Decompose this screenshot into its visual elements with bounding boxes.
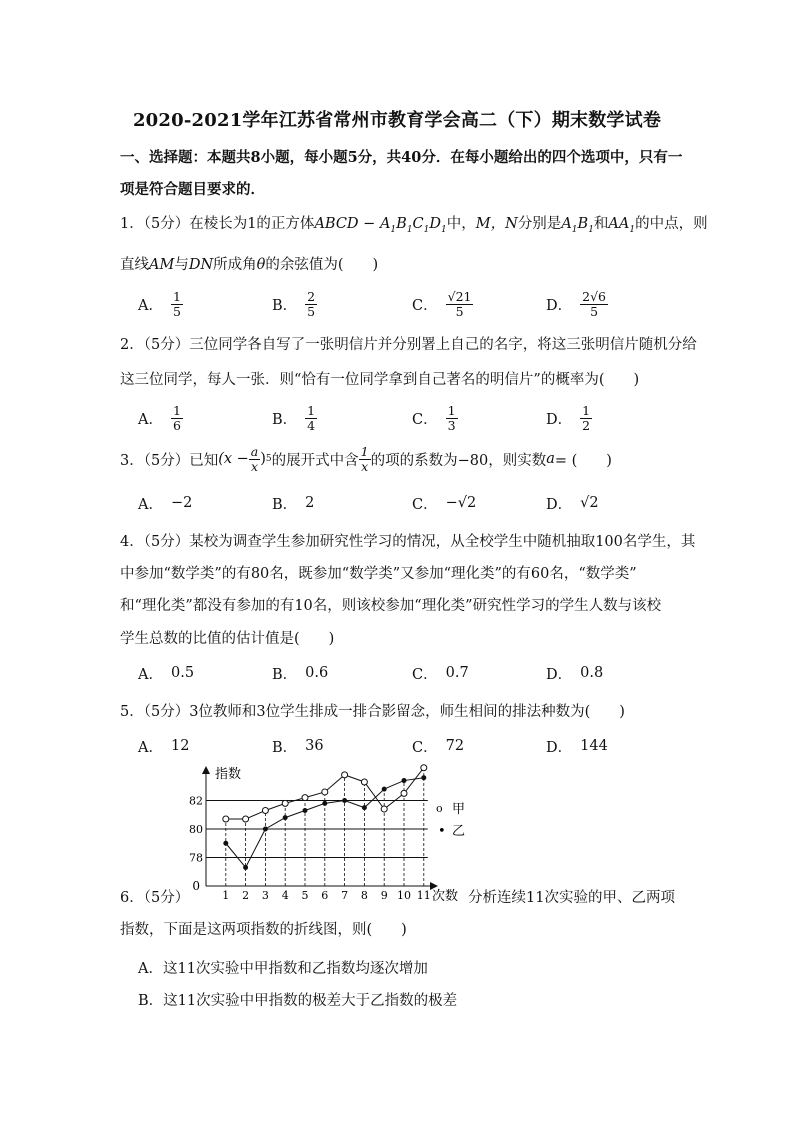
data-point-jia [421,765,427,771]
option-label: D． [546,496,573,513]
data-point-jia [282,800,288,806]
q3-option-b[interactable] [272,483,314,523]
data-point-yi [283,816,287,820]
q1-cube-name: ABCD [314,216,359,232]
option-label: D． [546,297,573,314]
q6-line1-tail: 分析连续11次实验的甲、乙两项 [468,890,675,906]
option-text: 0.5 [170,665,195,681]
option-text: 这11次实验中甲指数的极差大于乙指数的极差 [163,993,458,1009]
option-text: 36 [305,738,324,754]
option-label: C． [412,496,438,513]
q3-expr-close: ) [260,451,266,467]
q1-line1 [120,212,708,235]
data-point-jia [342,772,348,778]
denominator: 4 [307,417,316,433]
x-tick-label: 9 [380,889,388,902]
option-label: A． [138,297,163,314]
data-point-jia [361,779,367,785]
q3-option-c[interactable] [412,483,476,523]
data-point-jia [262,807,268,813]
option-label: C． [412,411,438,428]
data-point-yi [422,776,426,780]
fraction [446,290,474,319]
q1-seg2-aa: AA [608,216,630,232]
q3-options [138,483,698,523]
fraction [580,404,592,433]
option-label: A． [138,411,163,428]
q5-option-d[interactable] [546,726,608,766]
legend-label-jia: 甲 [452,802,466,817]
option-label: D． [546,411,573,428]
x-tick-label: 5 [301,889,309,902]
x-tick-label: 1 [222,889,230,902]
q1-points: M，N [475,216,518,232]
option-label: A． [138,739,163,756]
numerator: 1 [172,402,181,418]
x-tick-label: 6 [321,889,329,902]
q4-line3: 和“理化类”都没有参加的有10名，则该校参加“理化类”研究性学习的学生人数与该校 [120,598,662,614]
data-point-yi [244,865,248,869]
section-heading-line1: 一、选择题：本题共8小题，每小题5分，共40分．在每小题给出的四个选项中，只有一 [120,149,683,166]
q1-seg2: $AA_1$ [608,216,636,235]
q4-option-a[interactable] [138,653,194,693]
q1-option-c[interactable] [412,284,473,324]
data-point-yi [362,806,366,810]
option-text: 0.7 [445,665,469,681]
data-point-jia [243,816,249,822]
option-label: D． [546,739,573,756]
q3-variable-a: a [546,451,555,467]
x-tick-label: 8 [360,889,368,902]
option-label: D． [546,666,573,683]
y-tick-label: 82 [189,794,203,808]
option-label: B． [272,297,298,314]
numerator: 1 [447,402,456,418]
denominator: 5 [172,303,181,319]
q1-l2d: 的余弦值为( ) [265,257,379,273]
q1-seg1-a: A [561,216,572,232]
numerator: 1 [360,443,369,459]
q3-expr-fraction [249,445,260,474]
option-text: −√2 [445,495,477,511]
x-tick-label: 11 [416,889,431,902]
q3-expr-exponent: 5 [265,454,272,464]
q3-line1 [120,441,612,477]
data-point-jia [401,790,407,796]
section-heading-line2: 项是符合题目要求的． [120,181,265,198]
numerator: √21 [447,288,472,304]
q4-option-b[interactable] [272,653,328,693]
q2-option-d[interactable] [546,398,592,438]
data-point-jia [302,795,308,801]
x-axis-label: 次数 [432,889,459,904]
data-point-jia [223,816,229,822]
denominator: x [361,458,369,474]
numerator: 2 [307,288,316,304]
data-point-yi [323,801,327,805]
option-text: 2 [305,495,315,511]
numerator: 1 [307,402,316,418]
q3-text3: 的项的系数为−80，则实数 [370,452,547,469]
option-label: B． [272,739,298,756]
q1-dn: DN [188,257,214,273]
option-text: 0.6 [305,665,329,681]
q4-options [138,653,698,693]
fraction [305,290,317,319]
q4-line2: 中参加“数学类”的有80名，既参加“数学类”又参加“理化类”的有60名，“数学类” [120,566,637,582]
q4-line1: 4．（5分）某校为调查学生参加研究性学习的情况，从全校学生中随机抽取100名学生，其 [120,534,696,550]
q1-l2b: 与 [174,257,189,273]
line-chart [186,760,476,905]
option-text: 144 [580,738,608,754]
q1-text2: 中， [446,216,476,232]
option-label: A． [138,496,163,513]
q6-line2: 指数，下面是这两项指数的折线图，则( ) [120,922,407,938]
option-label: B． [272,496,298,513]
option-text: 这11次实验中甲指数和乙指数均逐次增加 [162,961,428,977]
q6-option-b[interactable] [138,989,457,1010]
data-point-jia [322,789,328,795]
q2-options [138,398,698,438]
y-tick-label: 80 [189,823,203,836]
q4-option-c[interactable] [412,653,469,693]
y-tick-label: 78 [189,851,203,865]
denominator: 5 [590,303,599,319]
fraction [446,404,458,433]
q3-text: 3．（5分）已知 [120,452,219,469]
q3-text4: = ( ) [554,452,612,469]
legend-label-yi: 乙 [452,824,466,839]
denominator: 3 [447,417,456,433]
q3-expr-open: (x − [218,451,249,467]
q1-options [138,284,698,324]
q1-cube-top-a: A [379,216,391,232]
fraction [171,404,183,433]
fraction [305,404,317,433]
x-tick-label: 7 [341,889,349,902]
q1-am: AM [149,257,175,273]
option-text: √2 [580,495,599,511]
origin-label: 0 [192,879,200,893]
numerator: 1 [172,288,181,304]
q3-text2: 的展开式中含 [271,452,359,469]
option-label: A． [138,961,163,977]
q6-prefix: 6．（5分） [120,890,190,906]
option-label: C． [412,297,438,314]
q1-l2c: 所成角 [213,257,257,273]
x-tick-label: 10 [397,889,411,902]
q3-one-over-x [359,445,371,474]
denominator: 5 [455,303,464,319]
q5-option-a[interactable] [138,726,189,766]
q1-theta: θ [256,257,266,273]
q1-l2a: 直线 [120,257,149,273]
denominator: 2 [582,417,591,433]
data-point-yi [402,779,406,783]
numerator: a [250,443,259,459]
data-point-yi [263,827,267,831]
denominator: 6 [172,417,181,433]
fraction [580,290,608,319]
x-tick-label: 4 [281,889,289,902]
numerator: 1 [582,402,591,418]
q1-option-d[interactable] [546,284,608,324]
fraction [171,290,183,319]
q6-option-a[interactable] [138,957,428,978]
option-text: −2 [170,495,193,511]
denominator: x [250,458,259,474]
q3-option-a[interactable] [138,483,192,523]
q2-option-b[interactable] [272,398,317,438]
data-point-yi [303,808,307,812]
option-text: 12 [170,738,190,754]
q2-option-c[interactable] [412,398,458,438]
data-point-yi [224,841,228,845]
option-label: B． [138,993,164,1009]
legend-symbol-yi: • [438,824,446,839]
option-label: A． [138,666,163,683]
q1-option-a[interactable] [138,284,183,324]
q1-text5: 的中点，则 [635,216,708,232]
data-point-jia [381,806,387,812]
q4-line4: 学生总数的比值的估计值是( ) [120,631,335,647]
q1-text3: 分别是 [517,216,562,232]
q3-option-d[interactable] [546,483,599,523]
x-tick-label: 2 [242,889,250,902]
q4-option-d[interactable] [546,653,603,693]
page-title: 2020-2021学年江苏省常州市教育学会高二（下）期末数学试卷 [132,110,662,131]
q1-seg1: $A_1B_1$ [561,216,594,235]
q1-line2 [120,253,378,274]
q1-dash: − [358,216,380,232]
q2-option-a[interactable] [138,398,183,438]
option-label: B． [272,411,298,428]
q5-line1: 5．（5分）3位教师和3位学生排成一排合影留念，师生相间的排法种数为( ) [120,704,625,720]
option-label: C． [412,739,438,756]
q2-line2: 这三位同学，每人一张．则“恰有一位同学拿到自己著名的明信片”的概率为( ) [120,372,640,388]
q2-line1: 2．（5分）三位同学各自写了一张明信片并分别署上自己的名字，将这三张明信片随机分给 [120,337,697,353]
q1-text: 1．（5分）在棱长为1的正方体 [120,216,315,232]
q1-text4: 和 [593,216,609,232]
q1-cube-top: $A_1B_1C_1D_1$ [379,216,447,235]
option-label: B． [272,666,298,683]
data-point-yi [343,799,347,803]
option-text: 0.8 [580,665,604,681]
numerator: 2√6 [582,288,607,304]
x-tick-label: 3 [261,889,269,902]
legend-symbol-jia: o [436,802,443,815]
option-label: C． [412,666,438,683]
data-point-yi [382,787,386,791]
y-axis-label: 指数 [215,767,242,782]
option-text: 72 [445,738,465,754]
denominator: 5 [307,303,316,319]
q1-option-b[interactable] [272,284,317,324]
